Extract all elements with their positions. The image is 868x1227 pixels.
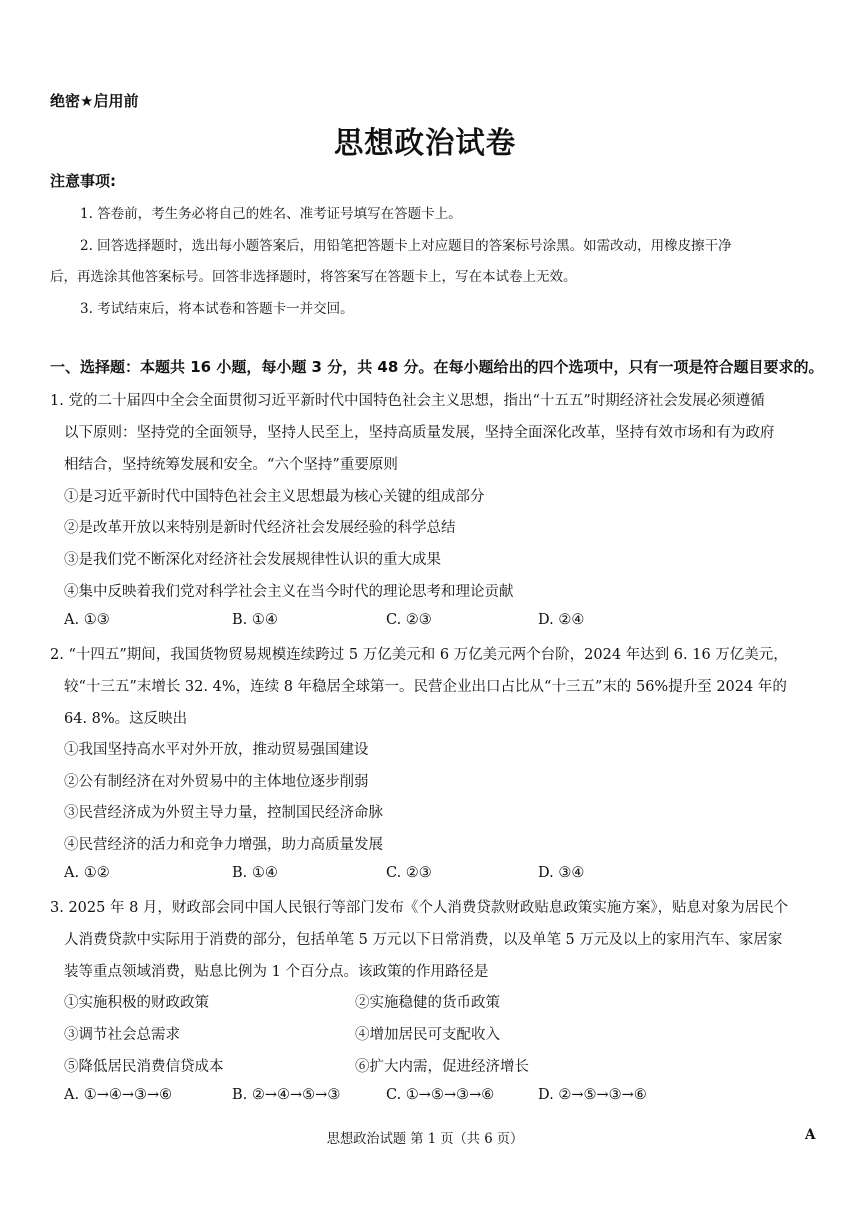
section-heading: 一、选择题：本题共 16 小题，每小题 3 分，共 48 分。在每小题给出的四个选项中，只有一项是符合题目要求的。 — [50, 358, 824, 376]
notice-item: 1. 答卷前，考生务必将自己的姓名、准考证号填写在答题卡上。 — [80, 206, 462, 222]
statement: ④集中反映着我们党对科学社会主义在当今时代的理论思考和理论贡献 — [64, 584, 514, 600]
statement: ③调节社会总需求 — [64, 1027, 180, 1043]
page-title: 思想政治试卷 — [333, 126, 517, 161]
question-stem-line: 以下原则：坚持党的全面领导，坚持人民至上，坚持高质量发展，坚持全面深化改革，坚持有效市场和有为政府 — [64, 425, 775, 441]
option-a: A. ①→④→③→⑥ — [64, 1087, 173, 1103]
option-b: B. ①④ — [232, 865, 278, 881]
statement: ②实施稳健的货币政策 — [355, 995, 500, 1011]
question-stem-line: 较“十三五”末增长 32. 4%，连续 8 年稳居全球第一。民营企业出口占比从“十三五”末的 56%提升至 2024 年的 — [64, 679, 787, 695]
statement: ④增加居民可支配收入 — [355, 1027, 500, 1043]
question-stem-line: 3. 2025 年 8 月，财政部会同中国人民银行等部门发布《个人消费贷款财政贴息政策实施方案》，贴息对象为居民个 — [50, 900, 789, 916]
question-stem-line: 64. 8%。这反映出 — [64, 711, 188, 727]
option-d: D. ③④ — [538, 865, 585, 881]
statement: ②是改革开放以来特别是新时代经济社会发展经验的科学总结 — [64, 520, 456, 536]
question-stem-line: 装等重点领域消费，贴息比例为 1 个百分点。该政策的作用路径是 — [64, 964, 489, 980]
option-a: A. ①② — [64, 865, 110, 881]
option-c: C. ②③ — [386, 865, 432, 881]
option-d: D. ②④ — [538, 612, 585, 628]
option-a: A. ①③ — [64, 612, 110, 628]
question-stem-line: 人消费贷款中实际用于消费的部分，包括单笔 5 万元以下日常消费，以及单笔 5 万元及以上的家用汽车、家居家 — [64, 932, 783, 948]
option-c: C. ①→⑤→③→⑥ — [386, 1087, 495, 1103]
notice-item: 3. 考试结束后，将本试卷和答题卡一并交回。 — [80, 301, 354, 317]
option-d: D. ②→⑤→③→⑥ — [538, 1087, 647, 1103]
statement: ③是我们党不断深化对经济社会发展规律性认识的重大成果 — [64, 552, 441, 568]
question-stem-line: 2. “十四五”期间，我国货物贸易规模连续跨过 5 万亿美元和 6 万亿美元两个台阶，2024 年达到 6. 16 万亿美元， — [50, 647, 788, 663]
statement: ⑤降低居民消费信贷成本 — [64, 1059, 224, 1075]
question-stem-line: 1. 党的二十届四中全会全面贯彻习近平新时代中国特色社会主义思想，指出“十五五”时期经济社会发展必须遵循 — [50, 393, 765, 409]
statement: ①实施积极的财政政策 — [64, 995, 209, 1011]
notice-item: 2. 回答选择题时，选出每小题答案后，用铅笔把答题卡上对应题目的答案标号涂黑。如需改动，用橡皮擦干净 — [80, 238, 732, 254]
option-b: B. ①④ — [232, 612, 278, 628]
page-footer: 思想政治试题 第 1 页（共 6 页） — [326, 1131, 524, 1147]
notice-heading: 注意事项: — [50, 172, 116, 190]
statement: ⑥扩大内需，促进经济增长 — [355, 1059, 529, 1075]
paper-version: A — [805, 1127, 816, 1143]
option-b: B. ②→④→⑤→③ — [232, 1087, 341, 1103]
statement: ②公有制经济在对外贸易中的主体地位逐步削弱 — [64, 774, 369, 790]
statement: ③民营经济成为外贸主导力量，控制国民经济命脉 — [64, 805, 383, 821]
statement: ①是习近平新时代中国特色社会主义思想最为核心关键的组成部分 — [64, 489, 485, 505]
question-stem-line: 相结合，坚持统筹发展和安全。“六个坚持”重要原则 — [64, 457, 398, 473]
notice-item: 后，再选涂其他答案标号。回答非选择题时，将答案写在答题卡上，写在本试卷上无效。 — [50, 269, 577, 285]
statement: ④民营经济的活力和竞争力增强，助力高质量发展 — [64, 837, 383, 853]
confidential-mark: 绝密★启用前 — [50, 92, 139, 110]
statement: ①我国坚持高水平对外开放，推动贸易强国建设 — [64, 742, 369, 758]
option-c: C. ②③ — [386, 612, 432, 628]
